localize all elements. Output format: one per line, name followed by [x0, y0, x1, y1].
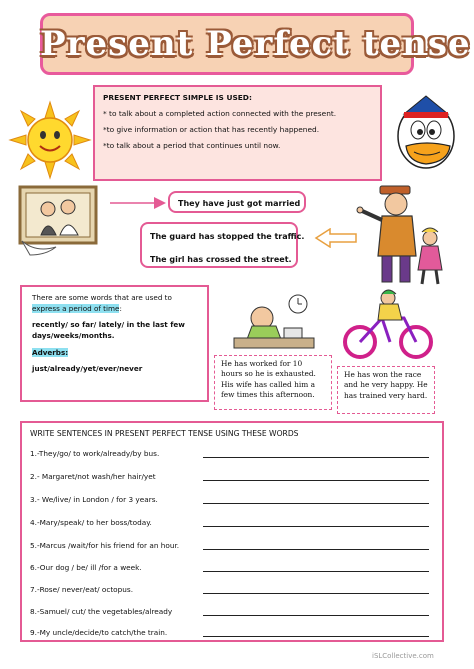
cyclist-illustration: [340, 288, 436, 362]
period-of-time-highlight: express a period of time: [32, 304, 120, 314]
adverbs-intro-text: There are some words that are used to: [32, 293, 172, 302]
answer-line[interactable]: [203, 457, 429, 458]
duck-illustration: [392, 92, 462, 174]
site-watermark: iSLCollective.com: [372, 652, 434, 660]
rule-item: *to give information or action that has recently happened.: [103, 124, 320, 134]
example-married: They have just got married: [168, 191, 306, 213]
rule-item: *to talk about a period that continues until now.: [103, 140, 281, 150]
answer-line[interactable]: [203, 571, 429, 572]
period-words: recently/ so far/ lately/ in the last few days/weeks/months.: [32, 320, 185, 341]
adverbs-intro-colon: :: [119, 304, 122, 314]
rules-box: [93, 85, 382, 181]
adverbs-intro: [32, 292, 197, 314]
example-guard: The guard has stopped the traffic.: [150, 232, 305, 241]
answer-line[interactable]: [203, 593, 429, 594]
adverbs-label: Adverbs:: [32, 347, 69, 357]
arrow-right-icon: [110, 196, 166, 210]
exercise-item: 8.-Samuel/ cut/ the vegetables/already: [30, 607, 173, 616]
worked-note: He has worked for 10 hours so he is exhausted. His wife has called him a few times this afternoon.: [214, 355, 332, 410]
answer-line[interactable]: [203, 503, 429, 504]
example-girl: The girl has crossed the street.: [150, 255, 292, 264]
answer-line[interactable]: [203, 549, 429, 550]
exercise-item: 2.- Margaret/not wash/her hair/yet: [30, 472, 156, 481]
rules-heading: PRESENT PERFECT SIMPLE IS USED:: [103, 93, 252, 102]
exercise-item: 4.-Mary/speak/ to her boss/today.: [30, 518, 152, 527]
won-note: He has won the race and he very happy. He has trained very hard.: [337, 366, 435, 414]
guard-illustration: [356, 180, 454, 286]
sun-illustration: [8, 100, 92, 180]
example-guard-box: [140, 222, 305, 268]
exercise-item: 3.- We/live/ in London / for 3 years.: [30, 495, 158, 504]
wedding-illustration: [16, 183, 102, 257]
adverbs-box: [20, 285, 209, 402]
rule-item: * to talk about a completed action connected with the present.: [103, 108, 337, 118]
adverbs-list: just/already/yet/ever/never: [32, 363, 143, 373]
exercise-item: 9.-My uncle/decide/to catch/the train.: [30, 628, 168, 637]
exercise-item: 6.-Our dog / be/ ill /for a week.: [30, 563, 142, 572]
exercise-item: 1.-They/go/ to work/already/by bus.: [30, 449, 160, 458]
arrow-left-icon: [314, 228, 358, 248]
exercise-item: 5.-Marcus /wait/for his friend for an hour.: [30, 541, 180, 550]
tired-man-illustration: [232, 292, 316, 352]
answer-line[interactable]: [203, 480, 429, 481]
answer-line[interactable]: [203, 526, 429, 527]
answer-line[interactable]: [203, 636, 429, 637]
page-title: Present Perfect tense: [40, 24, 471, 64]
exercise-heading: WRITE SENTENCES IN PRESENT PERFECT TENSE USING THESE WORDS: [30, 429, 299, 438]
exercise-item: 7.-Rose/ never/eat/ octopus.: [30, 585, 134, 594]
answer-line[interactable]: [203, 615, 429, 616]
